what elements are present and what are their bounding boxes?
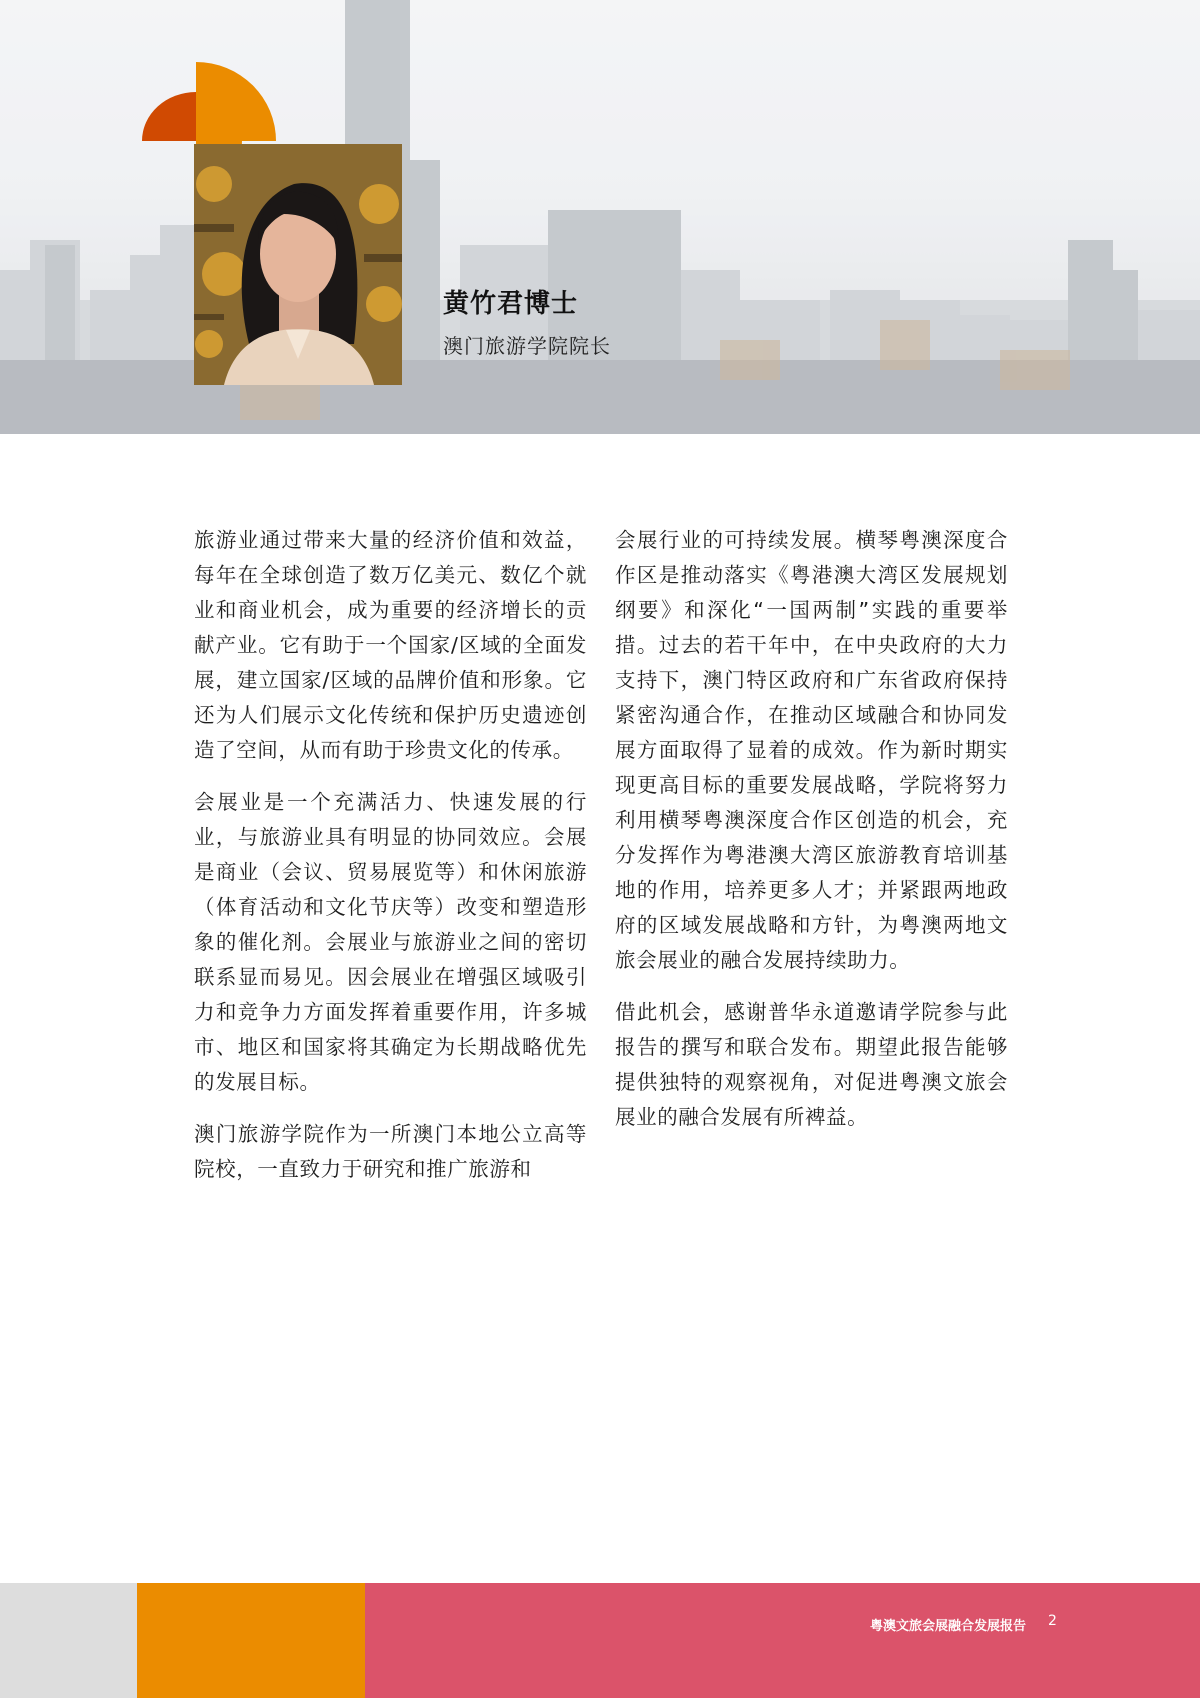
footer (0, 1583, 1200, 1698)
portrait-photo (194, 144, 402, 385)
footer-grey-block (0, 1583, 137, 1698)
report-title: 粤澳文旅会展融合发展报告 (869, 1619, 1026, 1634)
footer-orange-block (137, 1583, 365, 1698)
paragraph: 借此机会，感谢普华永道邀请学院参与此报告的撰写和联合发布。期望此报告能够提供独特的观察视角，对促进粤澳文旅会展业的融合发展有所裨益。 (615, 1000, 1008, 1129)
right-column (615, 523, 1008, 1152)
paragraph: 会展行业的可持续发展。横琴粤澳深度合作区是推动落实《粤港澳大湾区发展规划纲要》和深化“一国两制”实践的重要举措。过去的若干年中，在中央政府的大力支持下，澳门特区政府和广东省政府保持紧密沟通合作，在推动区域融合和协同发展方面取得了显着的成效。作为新时期实现更高目标的重要发展战略，学院将努力利用横琴粤澳深度合作区创造的机会，充分发挥作为粤港澳大湾区旅游教育培训基地的作用，培养更多人才；并紧跟两地政府的区域发展战略和方针，为粤澳两地文旅会展业的融合发展持续助力。 (615, 528, 1008, 972)
author-name: 黄竹君博士 (443, 289, 579, 319)
page-number: 2 (1048, 1613, 1057, 1629)
left-column (194, 523, 587, 1204)
paragraph: 澳门旅游学院作为一所澳门本地公立高等院校，一直致力于研究和推广旅游和 (194, 1122, 587, 1181)
paragraph: 会展业是一个充满活力、快速发展的行业，与旅游业具有明显的协同效应。会展是商业（会议、贸易展览等）和休闲旅游（体育活动和文化节庆等）改变和塑造形象的催化剂。会展业与旅游业之间的密切联系显而易见。因会展业在增强区域吸引力和竞争力方面发挥着重要作用，许多城市、地区和国家将其确定为长期战略优先的发展目标。 (194, 790, 587, 1094)
footer-pink-block (365, 1583, 1200, 1698)
paragraph: 旅游业通过带来大量的经济价值和效益，每年在全球创造了数万亿美元、数亿个就业和商业机会，成为重要的经济增长的贡献产业。它有助于一个国家/区域的全面发展，建立国家/区域的品牌价值和形象。它还为人们展示文化传统和保护历史遗迹创造了空间，从而有助于珍贵文化的传承。 (194, 528, 587, 762)
author-title: 澳门旅游学院院长 (443, 334, 611, 358)
